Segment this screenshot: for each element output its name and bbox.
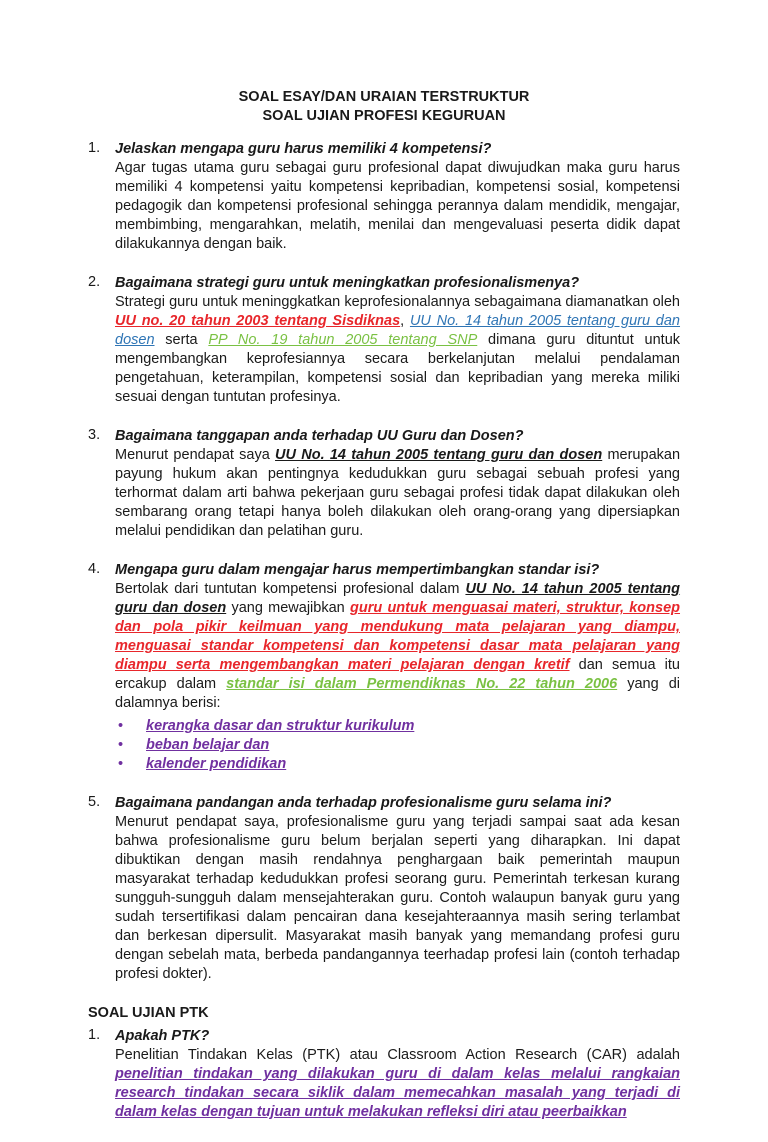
title-line-2: SOAL UJIAN PROFESI KEGURUAN — [262, 108, 506, 124]
reference-ptk-definition: penelitian tindakan yang dilakukan guru di dalam kelas melalui rangkaian research tindakan secara siklik dalam memecahkan masalah yang terjadi di dalam kelas dengan tujuan untuk melakukan refleksi diri atau peerbaikkan — [115, 1066, 680, 1120]
question-1 — [88, 140, 680, 254]
answer-text: Penelitian Tindakan Kelas (PTK) atau Classroom Action Research (CAR) adalah — [115, 1047, 680, 1063]
reference-uu-guru-dosen: UU No. 14 tahun 2005 tentang guru dan dosen — [115, 581, 681, 616]
reference-competency-requirements: guru untuk menguasai materi, struktur, konsep dan pola pikir keilmuan yang mendukung mata pelajaran yang diampu, menguasai standar kompetensi dan kompetensi dasar mata pelajaran yang diampu serta mengembangkan materi pelajaran dengan kretif — [115, 600, 681, 673]
question-answer — [115, 446, 680, 541]
question-answer — [115, 293, 680, 407]
list-item — [118, 755, 680, 774]
question-title: Apakah PTK? — [115, 1028, 210, 1044]
question-4 — [88, 561, 680, 774]
list-item-text: kerangka dasar dan struktur kurikulum — [146, 718, 415, 734]
section-heading-ptk: SOAL UJIAN PTK — [88, 1005, 209, 1021]
question-number: 4. — [88, 561, 101, 577]
question-title: Bagaimana pandangan anda terhadap profesionalisme guru selama ini? — [115, 795, 612, 811]
reference-standar-isi: standar isi dalam Permendiknas No. 22 tahun 2006 — [226, 676, 618, 692]
list-item — [118, 717, 680, 736]
reference-uu-guru-dosen: UU No. 14 tahun 2005 tentang guru dan dosen — [115, 313, 681, 348]
list-item-text: kalender pendidikan — [146, 756, 287, 772]
answer-text: , — [400, 313, 410, 329]
document-body — [88, 140, 680, 1142]
answer-text: Menurut pendapat saya — [115, 447, 276, 463]
answer-text: yang mewajibkan — [226, 600, 350, 616]
question-answer — [115, 580, 680, 713]
question-number: 2. — [88, 274, 101, 290]
question-3 — [88, 427, 680, 541]
answer-text: Bertolak dari tuntutan kompetensi profesional dalam — [115, 581, 466, 597]
ptk-question-1 — [88, 1027, 680, 1122]
answer-text: dimana guru dituntut untuk mengembangkan keprofesiannya secara berkelanjutan melalui pendalaman pengetahuan, keterampilan, kompetensi sosial dan kepribadian yang mereka miliki sesuai dengan tuntutan profesinya. — [115, 332, 681, 405]
title-line-1: SOAL ESAY/DAN URAIAN TERSTRUKTUR — [238, 89, 530, 105]
reference-pp-snp: PP No. 19 tahun 2005 tentang SNP — [208, 332, 478, 348]
answer-text: dan semua itu ercakup dalam — [115, 657, 680, 692]
list-item — [118, 736, 680, 755]
question-number: 5. — [88, 794, 101, 810]
question-title: Bagaimana strategi guru untuk meningkatkan profesionalismenya? — [115, 275, 580, 291]
answer-text: Strategi guru untuk meninggkatkan keprofesionalannya sebagaimana diamanatkan oleh — [115, 294, 680, 310]
question-title: Jelaskan mengapa guru harus memiliki 4 kompetensi? — [115, 141, 492, 157]
question-2 — [88, 274, 680, 407]
bullet-icon: • — [118, 737, 124, 753]
bullet-icon: • — [118, 718, 124, 734]
answer-text: merupakan payung hukum akan pentingnya kedudukkan guru sebagai sebuah profesi yang terhormat dalam arti bahwa pekerjaan guru sebagai profesi tidak dapat dilakukan oleh sembarang orang tetapi hanya boleh dilakukan oleh orang-orang yang dipersiapkan melalui pendidikan dan pelatihan guru. — [115, 447, 681, 539]
list-item-text: beban belajar dan — [146, 737, 270, 753]
question-answer: Menurut pendapat saya, profesionalisme guru yang terjadi sampai saat ada kesan bahwa profesionalisme guru belum berjalan seperti yang diharapkan. Ini dapat dibuktikan dengan masih rendahnya penghargaan baik pemerintah maupun masyarakat terhadap kedudukkan profesi seorang guru. Pemerintah terkesan kurang sungguh-sungguh dalam mensejahterakan guru. Contoh walaupun banyak guru yang sudah tersertifikasi dalam pencairan dana kesejahteraannya masih sering terlambat dan berkesan dipersulit. Masyarakat masih banyak yang memandang profesi guru dengan sebelah mata, berbeda pandangannya teerhadap profesi lain (contoh terhadap profesi dokter). — [115, 814, 680, 982]
answer-text: yang di dalamnya berisi: — [115, 676, 680, 711]
content-standard-list — [88, 717, 680, 774]
question-answer — [115, 1046, 680, 1122]
document-title — [0, 88, 768, 126]
question-5 — [88, 794, 680, 984]
question-title: Mengapa guru dalam mengajar harus mempertimbangkan standar isi? — [115, 562, 600, 578]
reference-uu-sisdiknas: UU no. 20 tahun 2003 tentang Sisdiknas — [115, 313, 401, 329]
reference-uu-guru-dosen: UU No. 14 tahun 2005 tentang guru dan dosen — [275, 447, 603, 463]
answer-text: serta — [154, 332, 209, 348]
question-title: Bagaimana tanggapan anda terhadap UU Guru dan Dosen? — [115, 428, 524, 444]
question-answer: Agar tugas utama guru sebagai guru profesional dapat diwujudkan maka guru harus memiliki 4 kompetensi yaitu kompetensi kepribadian, kompetensi sosial, kompetensi pedagogik dan kompetensi profesional sehingga perannya dalam mendidik, mengajar, membimbing, mengarahkan, melatih, menilai dan mengevaluasi peserta didik dapat dilakukannya dengan baik. — [115, 160, 680, 252]
bullet-icon: • — [118, 756, 124, 772]
question-number: 1. — [88, 140, 101, 156]
question-number: 1. — [88, 1027, 101, 1043]
question-number: 3. — [88, 427, 101, 443]
